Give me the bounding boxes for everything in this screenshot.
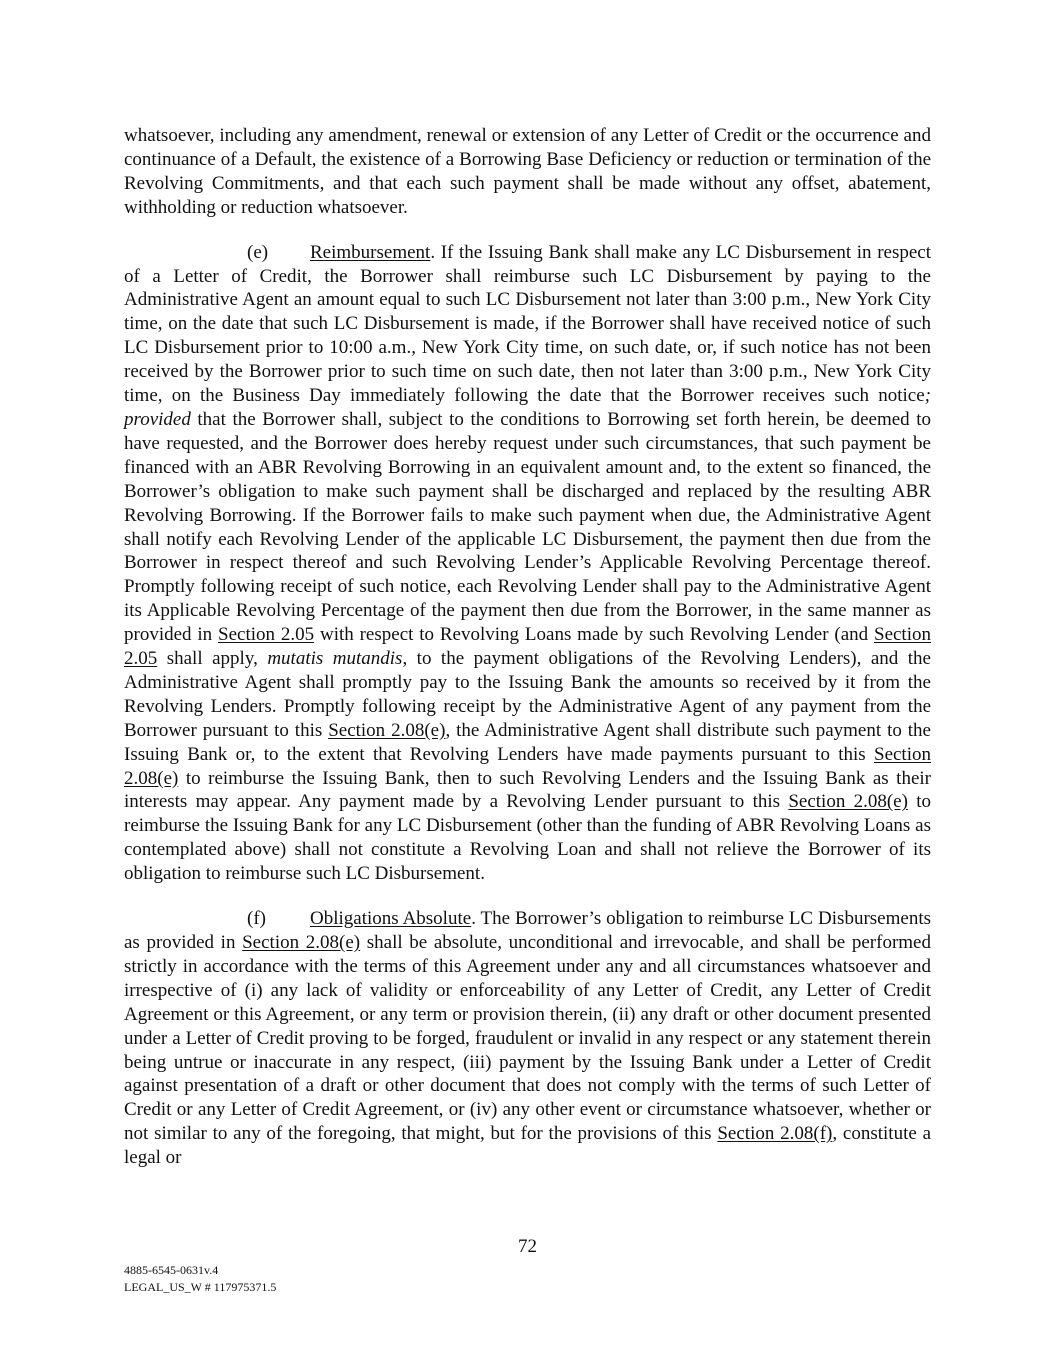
- text: shall apply,: [157, 648, 268, 670]
- section-reference: Section 2.05: [124, 624, 931, 670]
- section-reference: Section 2.08(f): [717, 1123, 833, 1145]
- section-reference: Section 2.08(e): [788, 791, 908, 813]
- section-reference: Section 2.08(e): [242, 932, 361, 953]
- text: to reimburse the Issuing Bank for any LC Disbursement (other than the funding of ABR Revolving Loans as contemplated above) shall not constitute a Revolving Loan and shall not relieve the Borrower of its obligation to reimburse such LC Disbursement.: [124, 791, 931, 885]
- text: that the Borrower shall, subject to the conditions to Borrowing set forth herein, be deemed to have requested, and the Borrower does hereby request under such circumstances, that such payment be financed with an ABR Revolving Borrowing in an equivalent amount and, to the extent so financed, the Borrower’s obligation to make such payment shall be discharged and replaced by the resulting ABR Revolving Borrowing. If the Borrower fails to make such payment when due, the Administrative Agent shall notify each Revolving Lender of the applicable LC Disbursement, the payment then due from the Borrower in respect thereof and such Revolving Lender’s Applicable Revolving Percentage thereof. Promptly following receipt of such notice, each Revolving Lender shall pay to the Administrative Agent its Applicable Revolving Percentage of the payment then due from the Borrower, in the same manner as provided in: [124, 408, 931, 646]
- heading-obligations-absolute: Obligations Absolute: [310, 908, 472, 930]
- section-marker-f: (f): [247, 908, 266, 930]
- paragraph-continuation: [124, 124, 931, 220]
- text: to reimburse the Issuing Bank, then to such Revolving Lenders and the Issuing Bank as their interests may appear. Any payment made by a Revolving Lender pursuant to this: [124, 767, 931, 813]
- text: . The Borrower’s obligation to reimburse LC Disbursements as provided in: [124, 908, 931, 953]
- footer: [124, 1262, 276, 1295]
- italic-mutatis-mutandis: mutatis mutandis: [267, 648, 403, 670]
- paragraph-e-reimbursement: [124, 241, 931, 886]
- italic-provided: ; provided: [124, 385, 931, 430]
- section-marker-e: (e): [247, 241, 269, 263]
- text: . If the Issuing Bank shall make any LC Disbursement in respect of a Letter of Credit, the Borrower shall reimburse such LC Disbursement by paying to the Administrative Agent an amount equal to such LC Disbursement not later than 3:00 p.m., New York City time, on the date that such LC Disbursement is made, if the Borrower shall have received notice of such LC Disbursement prior to 10:00 a.m., New York City time, on such date, or, if such notice has not been received by the Borrower prior to such time on such date, then not later than 3:00 p.m., New York City time, on the Business Day immediately following the date that the Borrower receives such notice: [124, 241, 931, 407]
- text: , constitute a legal or: [124, 1123, 932, 1169]
- footer-doc-id: 4885-6545-0631v.4: [124, 1263, 219, 1277]
- text: with respect to Revolving Loans made by such Revolving Lender (and: [314, 624, 874, 646]
- footer-legal-id: LEGAL_US_W # 117975371.5: [124, 1279, 277, 1294]
- paragraph-f-obligations-absolute: [124, 907, 931, 1170]
- text: , the Administrative Agent shall distribute such payment to the Issuing Bank or, to the extent that Revolving Lenders have made payments pursuant to this: [124, 719, 931, 765]
- page-number: 72: [518, 1236, 537, 1257]
- continuation-text: whatsoever, including any amendment, renewal or extension of any Letter of Credit or the occurrence and continuance of a Default, the existence of a Borrowing Base Deficiency or reduction or termination of the Revolving Commitments, and that each such payment shall be made without any offset, abatement, withholding or reduction whatsoever.: [124, 125, 931, 218]
- text: shall be absolute, unconditional and irrevocable, and shall be performed strictly in accordance with the terms of this Agreement under any and all circumstances whatsoever and irrespective of (i) any lack of validity or enforceability of any Letter of Credit, any Letter of Credit Agreement or this Agreement, or any term or provision therein, (ii) any draft or other document presented under a Letter of Credit proving to be forged, fraudulent or invalid in any respect or any statement therein being untrue or inaccurate in any respect, (iii) payment by the Issuing Bank under a Letter of Credit against presentation of a draft or other document that does not comply with the terms of such Letter of Credit or any Letter of Credit Agreement, or (iv) any other event or circumstance whatsoever, whether or not similar to any of the foregoing, that might, but for the provisions of this: [124, 932, 931, 1145]
- heading-reimbursement: Reimbursement: [310, 241, 431, 263]
- text: , to the payment obligations of the Revolving Lenders), and the Administrative Agent shall promptly pay to the Issuing Bank the amounts so received by it from the Revolving Lenders. Promptly following receipt by the Administrative Agent of any payment from the Borrower pursuant to this: [124, 648, 931, 741]
- section-reference: Section 2.08(e): [328, 719, 446, 741]
- section-reference: Section 2.05: [218, 624, 315, 646]
- document-body: [124, 124, 931, 1170]
- section-reference: Section 2.08(e): [124, 743, 931, 789]
